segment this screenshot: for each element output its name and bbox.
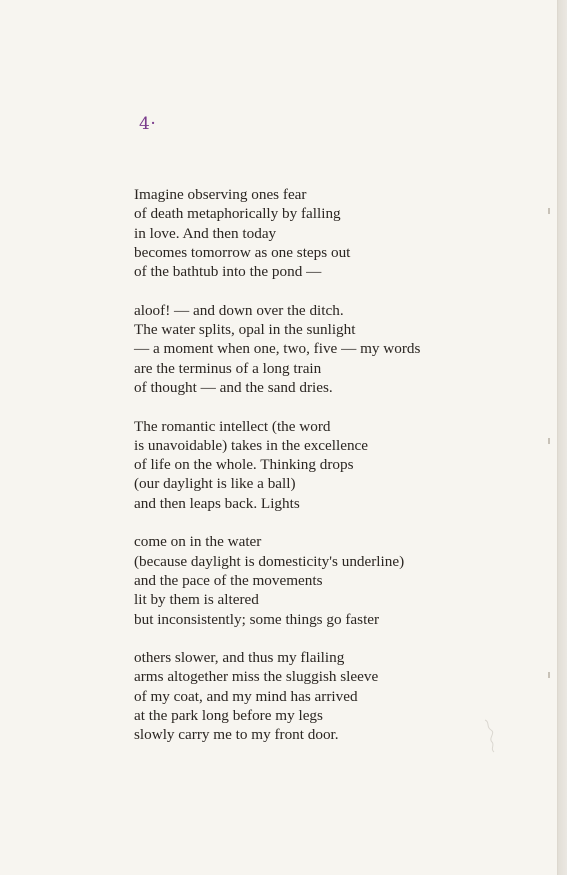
poem-line: and the pace of the movements <box>134 571 323 589</box>
stanza-1 <box>134 185 420 281</box>
poem-line: The water splits, opal in the sunlight <box>134 321 356 339</box>
stanza-2 <box>134 301 420 397</box>
poem-line: but inconsistently; some things go faster <box>134 610 380 628</box>
stanza-5 <box>134 648 420 744</box>
poem-body <box>134 185 420 764</box>
poem-line: The romantic intellect (the word <box>134 417 331 435</box>
poem-line: are the terminus of a long train <box>134 359 322 377</box>
poem-line: Imagine observing ones fear <box>134 186 307 203</box>
poem-line: — a moment when one, two, five — my words <box>134 340 421 358</box>
poem-line: of thought — and the sand dries. <box>134 378 333 396</box>
poem-line: (because daylight is domesticity's underline) <box>134 552 405 570</box>
poem-line: lit by them is altered <box>134 591 259 609</box>
poem-line: others slower, and thus my flailing <box>134 649 345 667</box>
poem-line: in love. And then today <box>134 224 277 242</box>
poem-number: 4· <box>139 114 157 134</box>
margin-tick <box>548 438 550 444</box>
poem-line: (our daylight is like a ball) <box>134 475 296 493</box>
poem-line: of death metaphorically by falling <box>134 205 341 223</box>
poem-line: slowly carry me to my front door. <box>134 726 339 744</box>
margin-tick <box>548 672 550 678</box>
poem-line: at the park long before my legs <box>134 707 323 725</box>
poem-line: becomes tomorrow as one steps out <box>134 243 351 261</box>
poem-line: aloof! — and down over the ditch. <box>134 301 344 319</box>
pencil-mark-icon <box>482 718 500 754</box>
poem-line: of life on the whole. Thinking drops <box>134 456 354 474</box>
poem-line: come on in the water <box>134 533 262 551</box>
margin-tick <box>548 208 550 214</box>
poem-line: of my coat, and my mind has arrived <box>134 687 358 705</box>
stanza-4 <box>134 532 420 628</box>
poem-line: is unavoidable) takes in the excellence <box>134 436 369 454</box>
page-edge <box>558 0 567 875</box>
poem-line: and then leaps back. Lights <box>134 494 300 512</box>
poem-line: arms altogether miss the sluggish sleeve <box>134 668 379 686</box>
poem-line: of the bathtub into the pond — <box>134 263 322 281</box>
stanza-3 <box>134 417 420 513</box>
